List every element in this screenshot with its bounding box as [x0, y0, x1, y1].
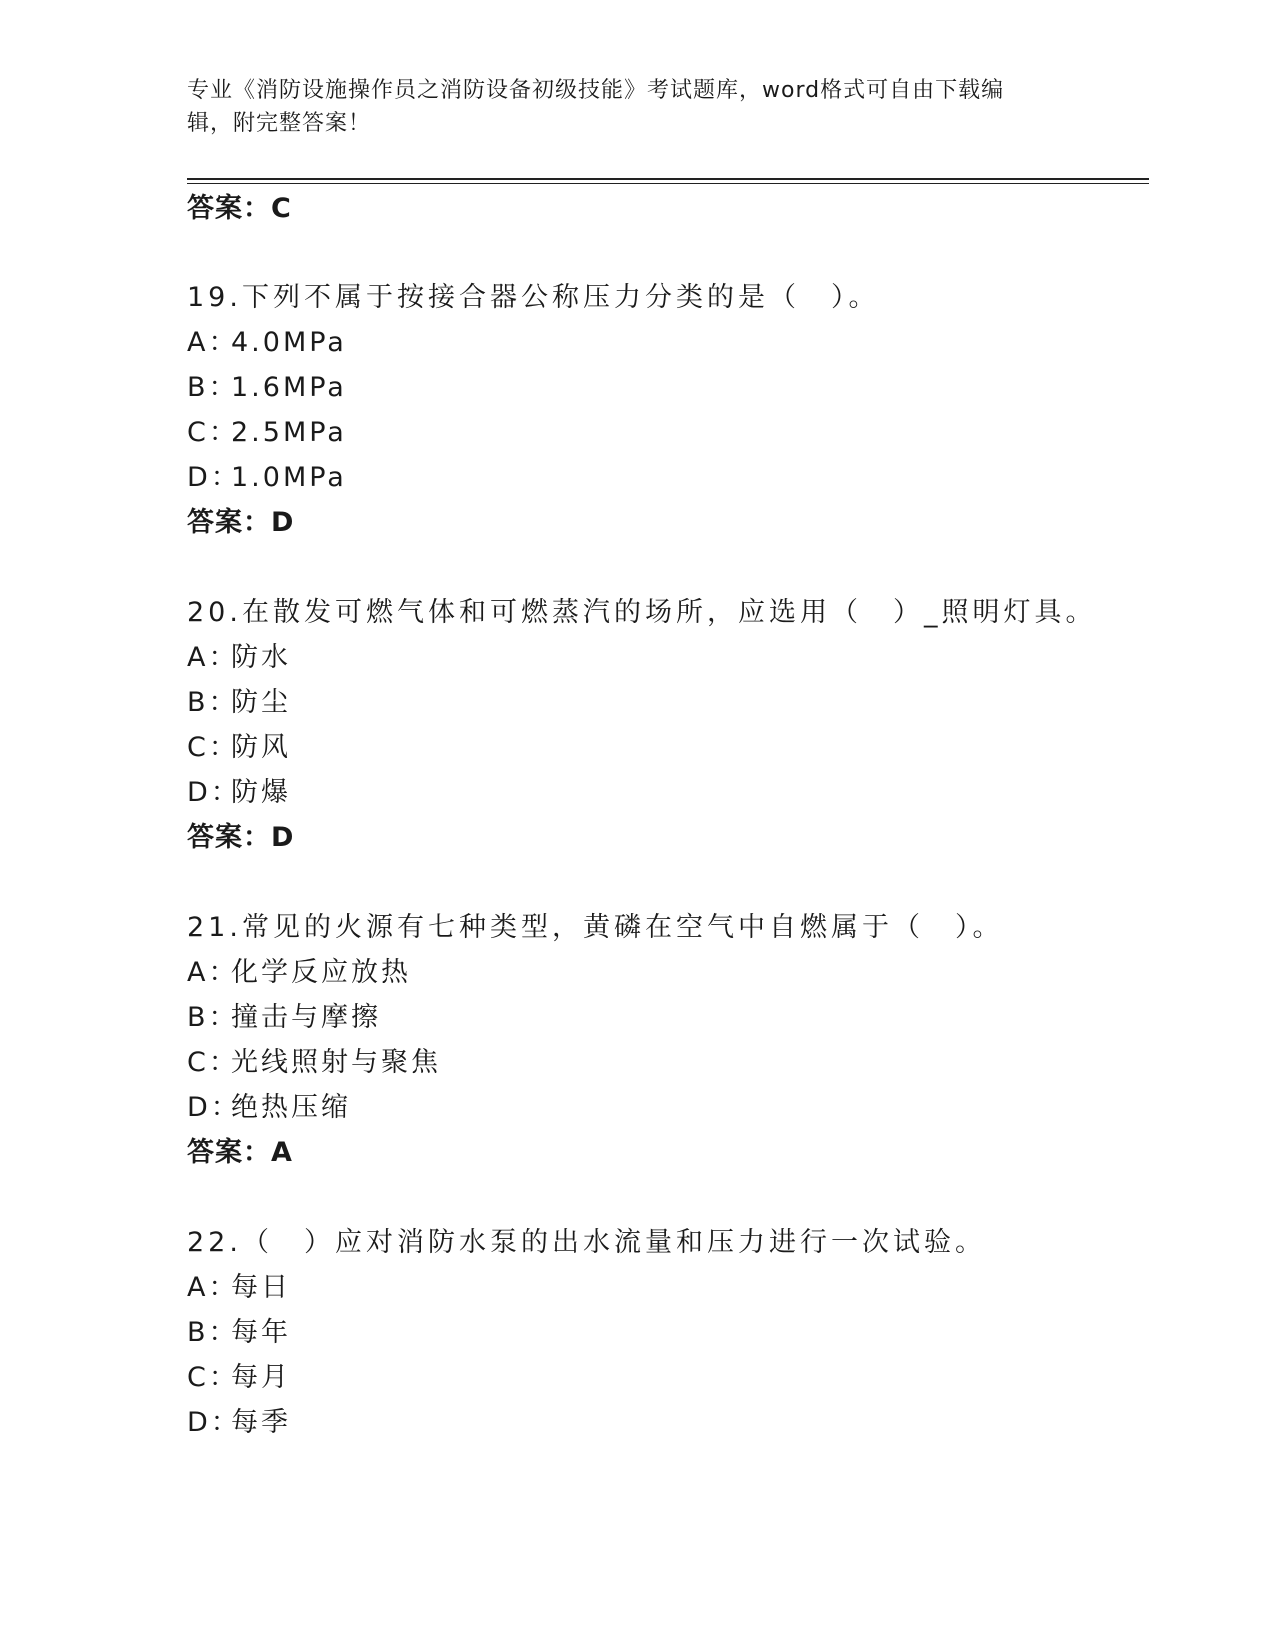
question-21-text: 21.常见的火源有七种类型，黄磷在空气中自燃属于（ ）。 [187, 912, 1004, 943]
option-key: A： [187, 642, 239, 673]
question-19-option-a [187, 327, 347, 359]
option-key: C： [187, 732, 239, 763]
option-text: 防爆 [231, 777, 291, 808]
option-key: A： [187, 1272, 239, 1303]
question-21-option-b [187, 1002, 381, 1034]
question-19-text: 19.下列不属于按接合器公称压力分类的是（ ）。 [187, 282, 880, 313]
header-divider-thick [187, 178, 1149, 180]
question-20-option-c [187, 732, 291, 764]
question-20-text: 20.在散发可燃气体和可燃蒸汽的场所，应选用（ ）_照明灯具。 [187, 597, 1097, 628]
question-19-option-c [187, 417, 347, 449]
option-key: B： [187, 687, 239, 718]
option-text: 每日 [231, 1272, 291, 1303]
option-text: 1.6MPa [231, 372, 347, 403]
option-key: D： [187, 462, 241, 493]
document-header [187, 74, 1087, 140]
question-19-option-b [187, 372, 347, 404]
option-text: 绝热压缩 [231, 1092, 351, 1123]
question-21-option-a [187, 957, 411, 989]
question-22-text: 22.（ ）应对消防水泵的出水流量和压力进行一次试验。 [187, 1227, 986, 1258]
option-text: 化学反应放热 [231, 957, 411, 988]
question-19-option-d [187, 462, 347, 494]
option-key: D： [187, 1092, 241, 1123]
previous-answer: 答案：C [187, 193, 292, 224]
question-20-option-b [187, 687, 291, 719]
question-21-option-c [187, 1047, 441, 1079]
option-text: 撞击与摩擦 [231, 1002, 381, 1033]
question-22-option-a [187, 1272, 291, 1304]
question-20-option-d [187, 777, 291, 809]
option-text: 防风 [231, 732, 291, 763]
option-key: C： [187, 1047, 239, 1078]
option-key: C： [187, 417, 239, 448]
option-text: 4.0MPa [231, 327, 347, 358]
option-key: B： [187, 1317, 239, 1348]
option-text: 防尘 [231, 687, 291, 718]
option-key: A： [187, 957, 239, 988]
header-line-1: 专业《消防设施操作员之消防设备初级技能》考试题库，word格式可自由下载编 [187, 78, 1005, 103]
option-text: 1.0MPa [231, 462, 347, 493]
header-divider-thin [187, 183, 1149, 184]
option-key: C： [187, 1362, 239, 1393]
question-20-answer: 答案：D [187, 822, 295, 853]
option-key: B： [187, 372, 239, 403]
question-21-answer: 答案：A [187, 1137, 293, 1168]
option-text: 防水 [231, 642, 291, 673]
option-text: 光线照射与聚焦 [231, 1047, 441, 1078]
question-21-option-d [187, 1092, 351, 1124]
question-22-option-c [187, 1362, 291, 1394]
option-text: 每季 [231, 1407, 291, 1438]
question-22-option-b [187, 1317, 291, 1349]
option-key: D： [187, 777, 241, 808]
option-text: 每月 [231, 1362, 291, 1393]
question-22-option-d [187, 1407, 291, 1439]
option-key: D： [187, 1407, 241, 1438]
question-19-answer: 答案：D [187, 507, 295, 538]
option-text: 每年 [231, 1317, 291, 1348]
header-line-2: 辑，附完整答案！ [187, 111, 372, 136]
option-key: A： [187, 327, 239, 358]
option-key: B： [187, 1002, 239, 1033]
option-text: 2.5MPa [231, 417, 347, 448]
question-20-option-a [187, 642, 291, 674]
